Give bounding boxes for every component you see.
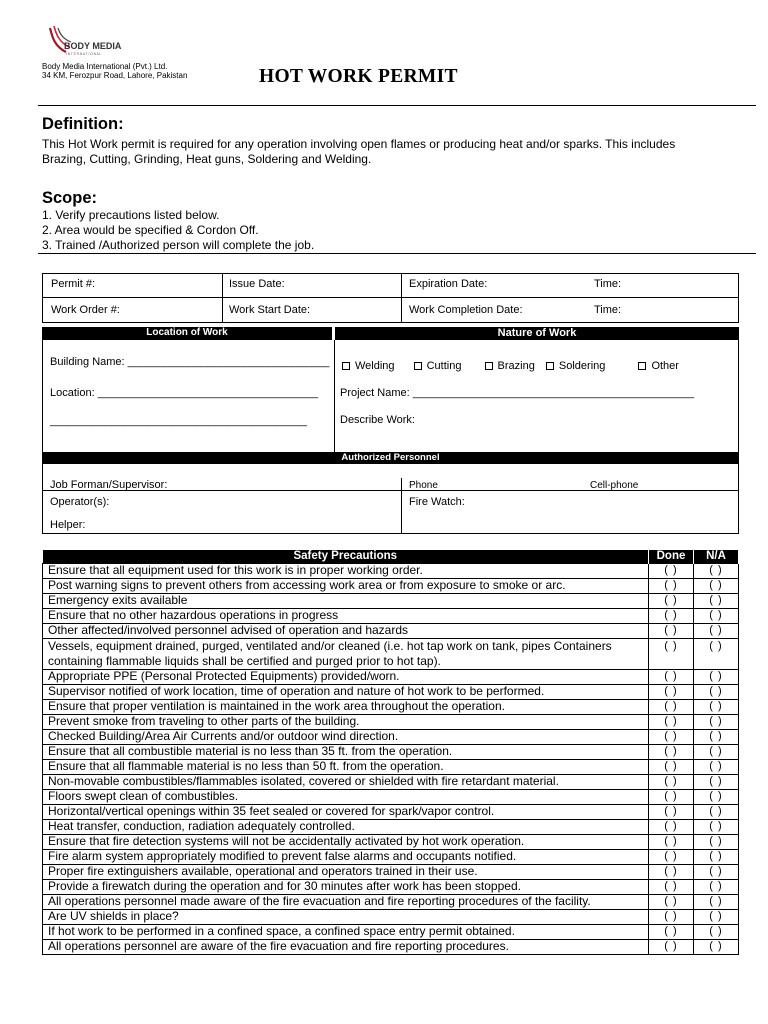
describe-work-field[interactable]: Describe Work: (340, 414, 415, 426)
na-checkbox[interactable]: ( ) (694, 715, 739, 730)
na-header: N/A (694, 550, 739, 564)
na-checkbox[interactable]: ( ) (694, 609, 739, 624)
safety-item-row (43, 670, 739, 685)
company-address: 34 KM, Ferozpur Road, Lahore, Pakistan (42, 71, 188, 80)
company-logo (44, 22, 144, 60)
checkbox[interactable] (638, 362, 646, 370)
safety-item-text: Provide a firewatch during the operation and for 30 minutes after work has been stopped. (43, 880, 649, 895)
done-checkbox[interactable]: ( ) (649, 790, 694, 805)
safety-item-text: Ensure that all equipment used for this work is in proper working order. (43, 564, 649, 579)
safety-item-row (43, 639, 739, 670)
safety-rows (43, 564, 739, 955)
done-checkbox[interactable]: ( ) (649, 609, 694, 624)
safety-header: Safety Precautions (43, 550, 649, 564)
safety-item-row (43, 865, 739, 880)
safety-item-row (43, 850, 739, 865)
done-checkbox[interactable]: ( ) (649, 880, 694, 895)
safety-item-row (43, 579, 739, 594)
done-checkbox[interactable]: ( ) (649, 594, 694, 609)
logo-subtext: I N T E R N A T I O N A L (66, 52, 102, 56)
done-checkbox[interactable]: ( ) (649, 700, 694, 715)
na-checkbox[interactable]: ( ) (694, 760, 739, 775)
na-checkbox[interactable]: ( ) (694, 579, 739, 594)
na-checkbox[interactable]: ( ) (694, 639, 739, 670)
done-checkbox[interactable]: ( ) (649, 685, 694, 700)
done-checkbox[interactable]: ( ) (649, 865, 694, 880)
row-divider (43, 297, 738, 298)
cell-divider (401, 478, 402, 534)
safety-item-text: Appropriate PPE (Personal Protected Equipments) provided/worn. (43, 670, 649, 685)
safety-item-row (43, 700, 739, 715)
done-checkbox[interactable]: ( ) (649, 850, 694, 865)
checkbox[interactable] (546, 362, 554, 370)
safety-item-text: Horizontal/vertical openings within 35 feet sealed or covered for spark/vapor control. (43, 805, 649, 820)
safety-item-text: Ensure that all combustible material is no less than 35 ft. from the operation. (43, 745, 649, 760)
issue-date-field[interactable]: Issue Date: (229, 278, 285, 290)
na-checkbox[interactable]: ( ) (694, 775, 739, 790)
section-divider (334, 340, 335, 452)
checkbox[interactable] (342, 362, 350, 370)
scope-list (42, 208, 314, 253)
helper-field[interactable]: Helper: (50, 519, 86, 531)
na-checkbox[interactable]: ( ) (694, 745, 739, 760)
safety-item-row (43, 925, 739, 940)
location-field[interactable]: Location: ____________________________________ (50, 387, 318, 399)
na-checkbox[interactable]: ( ) (694, 910, 739, 925)
safety-item-text: All operations personnel made aware of the fire evacuation and fire reporting procedures of the facility. (43, 895, 649, 910)
cell-divider (401, 274, 402, 322)
na-checkbox[interactable]: ( ) (694, 925, 739, 940)
na-checkbox[interactable]: ( ) (694, 940, 739, 955)
done-checkbox[interactable]: ( ) (649, 835, 694, 850)
safety-item-text: Vessels, equipment drained, purged, ventilated and/or cleaned (i.e. hot tap work on tank, pipes Containers containing flammable liquids shall be certified and purged prior to hot tap). (43, 639, 649, 670)
done-checkbox[interactable]: ( ) (649, 925, 694, 940)
safety-item-row (43, 880, 739, 895)
safety-item-text: Floors swept clean of combustibles. (43, 790, 649, 805)
safety-item-row (43, 835, 739, 850)
foreman-field[interactable]: Job Forman/Supervisor: (50, 479, 168, 491)
safety-item-text: Prevent smoke from traveling to other parts of the building. (43, 715, 649, 730)
expiration-date-field[interactable]: Expiration Date: (409, 278, 488, 290)
na-checkbox[interactable]: ( ) (694, 820, 739, 835)
safety-item-text: All operations personnel are aware of the fire evacuation and fire reporting procedures. (43, 940, 649, 955)
done-checkbox[interactable]: ( ) (649, 910, 694, 925)
done-checkbox[interactable]: ( ) (649, 715, 694, 730)
safety-item-text: Are UV shields in place? (43, 910, 649, 925)
header-divider (38, 105, 756, 106)
definition-heading: Definition: (42, 115, 124, 133)
phone-field[interactable]: Phone (409, 480, 438, 491)
cellphone-field[interactable]: Cell-phone (590, 480, 639, 491)
done-checkbox[interactable]: ( ) (649, 639, 694, 670)
na-checkbox[interactable]: ( ) (694, 805, 739, 820)
permit-number-field[interactable]: Permit #: (51, 278, 96, 290)
na-checkbox[interactable]: ( ) (694, 594, 739, 609)
safety-item-text: If hot work to be performed in a confined space, a confined space entry permit obtained. (43, 925, 649, 940)
nature-header: Nature of Work (335, 327, 739, 340)
option-cutting[interactable]: Cutting (414, 360, 462, 372)
safety-precautions-table (42, 550, 739, 955)
safety-item-row (43, 940, 739, 955)
definition-line-1: This Hot Work permit is required for any operation involving open flames or producing heat and/or sparks. This includes (42, 137, 676, 151)
done-checkbox[interactable]: ( ) (649, 624, 694, 639)
option-brazing[interactable]: Brazing (485, 360, 535, 372)
safety-item-row (43, 715, 739, 730)
safety-item-text: Fire alarm system appropriately modified to prevent false alarms and occupants notified. (43, 850, 649, 865)
scope-item: 3. Trained /Authorized person will complete the job. (42, 238, 315, 252)
safety-item-text: Post warning signs to prevent others from accessing work area or from exposure to smoke or arc. (43, 579, 649, 594)
na-checkbox[interactable]: ( ) (694, 880, 739, 895)
logo-text: BODY MEDIA (64, 41, 122, 51)
done-checkbox[interactable]: ( ) (649, 775, 694, 790)
done-checkbox[interactable]: ( ) (649, 940, 694, 955)
safety-item-row (43, 624, 739, 639)
work-start-date-field[interactable]: Work Start Date: (229, 304, 311, 316)
checkbox[interactable] (485, 362, 493, 370)
work-completion-date-field[interactable]: Work Completion Date: (409, 304, 523, 316)
safety-item-row (43, 775, 739, 790)
safety-item-row (43, 805, 739, 820)
definition-text (42, 137, 675, 167)
na-checkbox[interactable]: ( ) (694, 865, 739, 880)
na-checkbox[interactable]: ( ) (694, 685, 739, 700)
na-checkbox[interactable]: ( ) (694, 670, 739, 685)
option-other[interactable]: Other (638, 360, 679, 372)
done-checkbox[interactable]: ( ) (649, 820, 694, 835)
safety-item-text: Other affected/involved personnel advised of operation and hazards (43, 624, 649, 639)
done-checkbox[interactable]: ( ) (649, 579, 694, 594)
safety-item-row (43, 609, 739, 624)
na-checkbox[interactable]: ( ) (694, 850, 739, 865)
nature-options (342, 360, 679, 372)
option-welding[interactable]: Welding (342, 360, 395, 372)
fire-watch-field[interactable]: Fire Watch: (409, 496, 465, 508)
safety-item-row (43, 564, 739, 579)
safety-item-row (43, 745, 739, 760)
safety-item-text: Supervisor notified of work location, time of operation and nature of hot work to be performed. (43, 685, 649, 700)
safety-item-text: Ensure that no other hazardous operations in progress (43, 609, 649, 624)
checkbox[interactable] (414, 362, 422, 370)
na-checkbox[interactable]: ( ) (694, 895, 739, 910)
location-extra-field[interactable]: __________________________________________ (50, 415, 307, 427)
personnel-header: Authorized Personnel (42, 452, 739, 464)
na-checkbox[interactable]: ( ) (694, 790, 739, 805)
safety-item-text: Ensure that fire detection systems will not be accidentally activated by hot work operation. (43, 835, 649, 850)
safety-item-row (43, 760, 739, 775)
permit-info-table (42, 273, 739, 323)
na-checkbox[interactable]: ( ) (694, 835, 739, 850)
safety-item-row (43, 910, 739, 925)
expiration-time-field[interactable]: Time: (594, 278, 622, 290)
done-checkbox[interactable]: ( ) (649, 760, 694, 775)
completion-time-field[interactable]: Time: (594, 304, 622, 316)
done-checkbox[interactable]: ( ) (649, 895, 694, 910)
safety-item-row (43, 685, 739, 700)
na-checkbox[interactable]: ( ) (694, 564, 739, 579)
project-name-field[interactable]: Project Name: ______________________________________________ (340, 387, 695, 399)
building-name-field[interactable]: Building Name: _________________________________ (50, 356, 330, 368)
safety-item-row (43, 895, 739, 910)
scope-divider (38, 253, 756, 254)
safety-item-text: Checked Building/Area Air Currents and/or outdoor wind direction. (43, 730, 649, 745)
scope-item: 1. Verify precautions listed below. (42, 208, 220, 222)
safety-header-row (43, 550, 739, 564)
cell-divider (222, 274, 223, 322)
location-header: Location of Work (42, 327, 332, 340)
safety-item-text: Ensure that proper ventilation is maintained in the work area throughout the operation. (43, 700, 649, 715)
safety-item-text: Ensure that all flammable material is no less than 50 ft. from the operation. (43, 760, 649, 775)
company-name: Body Media International (Pvt.) Ltd. (42, 62, 168, 71)
done-header: Done (649, 550, 694, 564)
safety-item-row (43, 790, 739, 805)
page-title: HOT WORK PERMIT (259, 66, 458, 87)
done-checkbox[interactable]: ( ) (649, 730, 694, 745)
na-checkbox[interactable]: ( ) (694, 700, 739, 715)
operators-field[interactable]: Operator(s): (50, 496, 110, 508)
personnel-section (42, 464, 739, 534)
work-order-field[interactable]: Work Order #: (51, 304, 120, 316)
company-info (42, 62, 187, 80)
done-checkbox[interactable]: ( ) (649, 745, 694, 760)
na-checkbox[interactable]: ( ) (694, 730, 739, 745)
safety-item-row (43, 820, 739, 835)
safety-item-text: Non-movable combustibles/flammables isolated, covered or shielded with fire retardant material. (43, 775, 649, 790)
safety-item-text: Emergency exits available (43, 594, 649, 609)
done-checkbox[interactable]: ( ) (649, 670, 694, 685)
na-checkbox[interactable]: ( ) (694, 624, 739, 639)
safety-item-text: Heat transfer, conduction, radiation adequately controlled. (43, 820, 649, 835)
done-checkbox[interactable]: ( ) (649, 564, 694, 579)
definition-line-2: Brazing, Cutting, Grinding, Heat guns, Soldering and Welding. (42, 152, 372, 166)
safety-item-text: Proper fire extinguishers available, operational and operators trained in their use. (43, 865, 649, 880)
scope-item: 2. Area would be specified & Cordon Off. (42, 223, 259, 237)
safety-item-row (43, 594, 739, 609)
safety-item-row (43, 730, 739, 745)
scope-heading: Scope: (42, 189, 98, 207)
option-soldering[interactable]: Soldering (546, 360, 605, 372)
done-checkbox[interactable]: ( ) (649, 805, 694, 820)
